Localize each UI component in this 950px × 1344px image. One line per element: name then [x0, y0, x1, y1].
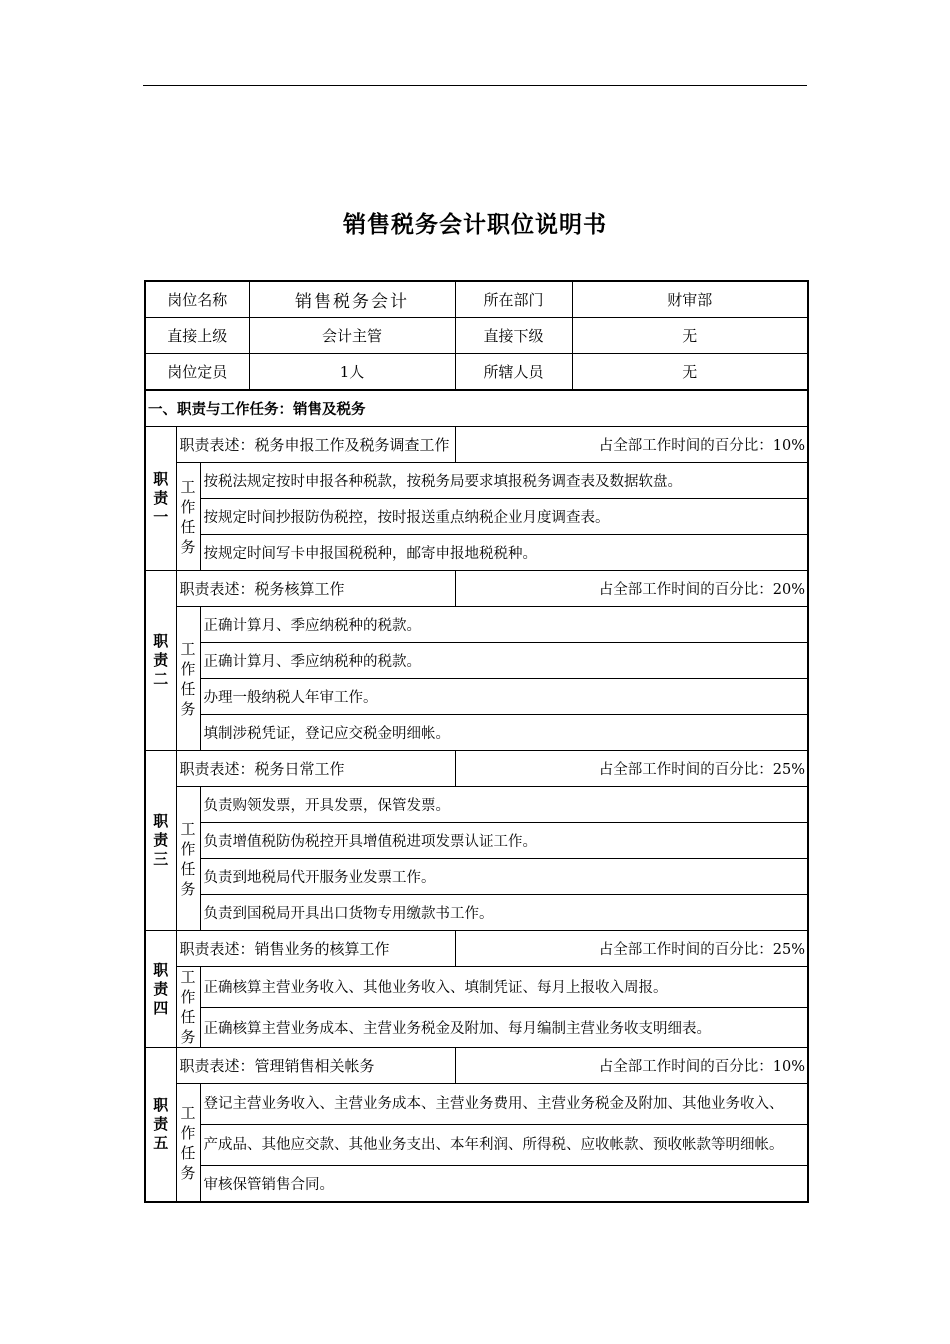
duty-label-char: 职	[153, 960, 169, 979]
task-label-char: 任	[180, 859, 196, 878]
task-label-char: 务	[180, 537, 196, 556]
duty-label-char: 责	[153, 979, 169, 998]
task-text: 负责到地税局代开服务业发票工作。	[200, 859, 808, 895]
task-row	[145, 823, 808, 859]
duty-desc-row	[145, 751, 808, 787]
duty-label	[145, 427, 176, 571]
task-row	[145, 499, 808, 535]
duty-label-char: 职	[153, 470, 169, 488]
subordinate-label: 直接下级	[455, 318, 572, 354]
task-label-char: 工	[180, 819, 196, 838]
task-label-char: 务	[180, 1163, 196, 1182]
task-label-char: 任	[180, 1008, 196, 1026]
page-title: 销售税务会计职位说明书	[343, 212, 607, 238]
task-row	[145, 1125, 808, 1166]
task-text: 登记主营业务收入、主营业务成本、主营业务费用、主营业务税金及附加、其他业务收入、	[200, 1084, 808, 1125]
dept-label: 所在部门	[455, 281, 572, 318]
task-text: 负责到国税局开具出口货物专用缴款书工作。	[200, 895, 808, 931]
task-label-char: 工	[180, 1103, 196, 1122]
subordinate-value: 无	[572, 318, 808, 354]
section-row	[145, 390, 808, 427]
duty-label-char: 职	[153, 812, 169, 830]
duty-desc-row	[145, 1048, 808, 1084]
task-label	[176, 1084, 200, 1203]
position-label: 岗位名称	[145, 281, 249, 318]
duty-time-percent: 占全部工作时间的百分比：10%	[455, 427, 808, 463]
task-text: 负责增值税防伪税控开具增值税进项发票认证工作。	[200, 823, 808, 859]
duty-time-percent: 占全部工作时间的百分比：20%	[455, 571, 808, 607]
task-text: 正确核算主营业务成本、主营业务税金及附加、每月编制主营业务收支明细表。	[200, 1007, 808, 1048]
task-label-char: 作	[180, 988, 196, 1006]
duty-label-char: 三	[153, 850, 169, 868]
task-row	[145, 787, 808, 823]
duty-label	[145, 751, 176, 931]
task-label-char: 工	[180, 639, 196, 658]
task-row	[145, 859, 808, 895]
task-text: 正确计算月、季应纳税种的税款。	[200, 607, 808, 643]
superior-label: 直接上级	[145, 318, 249, 354]
header-row-position	[145, 281, 808, 318]
duty-label-char: 责	[153, 489, 169, 507]
task-row	[145, 715, 808, 751]
duty-label	[145, 931, 176, 1048]
managed-value: 无	[572, 354, 808, 391]
duty-label-char: 职	[153, 632, 169, 650]
duty-time-percent: 占全部工作时间的百分比：25%	[455, 931, 808, 967]
duty-label	[145, 1048, 176, 1203]
task-row	[145, 967, 808, 1008]
job-description-sheet	[144, 280, 807, 1203]
task-label-char: 任	[180, 679, 196, 698]
duty-label-char: 四	[153, 998, 169, 1017]
duty-description: 职责表述：管理销售相关帐务	[176, 1048, 455, 1084]
task-label-char: 工	[180, 968, 196, 986]
duty-description: 职责表述：销售业务的核算工作	[176, 931, 455, 967]
task-text: 产成品、其他应交款、其他业务支出、本年利润、所得税、应收帐款、预收帐款等明细帐。	[200, 1125, 808, 1166]
header-row-headcount	[145, 354, 808, 391]
position-value: 销售税务会计	[249, 281, 455, 318]
task-label-char: 任	[180, 1143, 196, 1162]
headcount-value: 1人	[249, 354, 455, 391]
duty-description: 职责表述：税务核算工作	[176, 571, 455, 607]
task-label	[176, 607, 200, 751]
duty-label	[145, 571, 176, 751]
task-label-char: 务	[180, 879, 196, 898]
superior-value: 会计主管	[249, 318, 455, 354]
duty-desc-row	[145, 571, 808, 607]
task-row	[145, 535, 808, 571]
task-row	[145, 643, 808, 679]
job-table	[144, 280, 809, 1203]
task-text: 审核保管销售合同。	[200, 1166, 808, 1203]
task-label-char: 作	[180, 839, 196, 858]
task-label-char: 作	[180, 1123, 196, 1142]
task-row	[145, 607, 808, 643]
task-text: 填制涉税凭证，登记应交税金明细帐。	[200, 715, 808, 751]
duty-desc-row	[145, 931, 808, 967]
duty-label-char: 二	[153, 670, 169, 688]
task-text: 正确计算月、季应纳税种的税款。	[200, 643, 808, 679]
duty-description: 职责表述：税务申报工作及税务调查工作	[176, 427, 455, 463]
task-label	[176, 787, 200, 931]
managed-label: 所辖人员	[455, 354, 572, 391]
duty-label-char: 责	[153, 1115, 169, 1133]
task-label-char: 作	[180, 659, 196, 678]
task-label	[176, 967, 200, 1048]
duty-label-char: 五	[153, 1134, 169, 1152]
task-label-char: 作	[180, 497, 196, 516]
duty-description: 职责表述：税务日常工作	[176, 751, 455, 787]
header-row-superior	[145, 318, 808, 354]
task-label-char: 任	[180, 517, 196, 536]
headcount-label: 岗位定员	[145, 354, 249, 391]
duty-time-percent: 占全部工作时间的百分比：10%	[455, 1048, 808, 1084]
task-text: 负责购领发票，开具发票，保管发票。	[200, 787, 808, 823]
task-text: 正确核算主营业务收入、其他业务收入、填制凭证、每月上报收入周报。	[200, 967, 808, 1008]
dept-value: 财审部	[572, 281, 808, 318]
section-title: 一、职责与工作任务：销售及税务	[145, 390, 808, 427]
task-label-char: 工	[180, 477, 196, 496]
task-row	[145, 895, 808, 931]
task-row	[145, 1007, 808, 1048]
task-row	[145, 463, 808, 499]
task-text: 按规定时间写卡申报国税税种，邮寄申报地税税种。	[200, 535, 808, 571]
task-label-char: 务	[180, 699, 196, 718]
task-text: 按规定时间抄报防伪税控，按时报送重点纳税企业月度调查表。	[200, 499, 808, 535]
task-text: 办理一般纳税人年审工作。	[200, 679, 808, 715]
task-label-char: 务	[180, 1028, 196, 1046]
duty-label-char: 一	[153, 508, 169, 526]
task-row	[145, 1084, 808, 1125]
header-rule	[143, 85, 807, 86]
duty-desc-row	[145, 427, 808, 463]
duty-time-percent: 占全部工作时间的百分比：25%	[455, 751, 808, 787]
task-row	[145, 679, 808, 715]
duty-label-char: 责	[153, 831, 169, 849]
task-text: 按税法规定按时申报各种税款，按税务局要求填报税务调查表及数据软盘。	[200, 463, 808, 499]
duty-label-char: 责	[153, 651, 169, 669]
task-row	[145, 1166, 808, 1203]
task-label	[176, 463, 200, 571]
duty-label-char: 职	[153, 1096, 169, 1114]
